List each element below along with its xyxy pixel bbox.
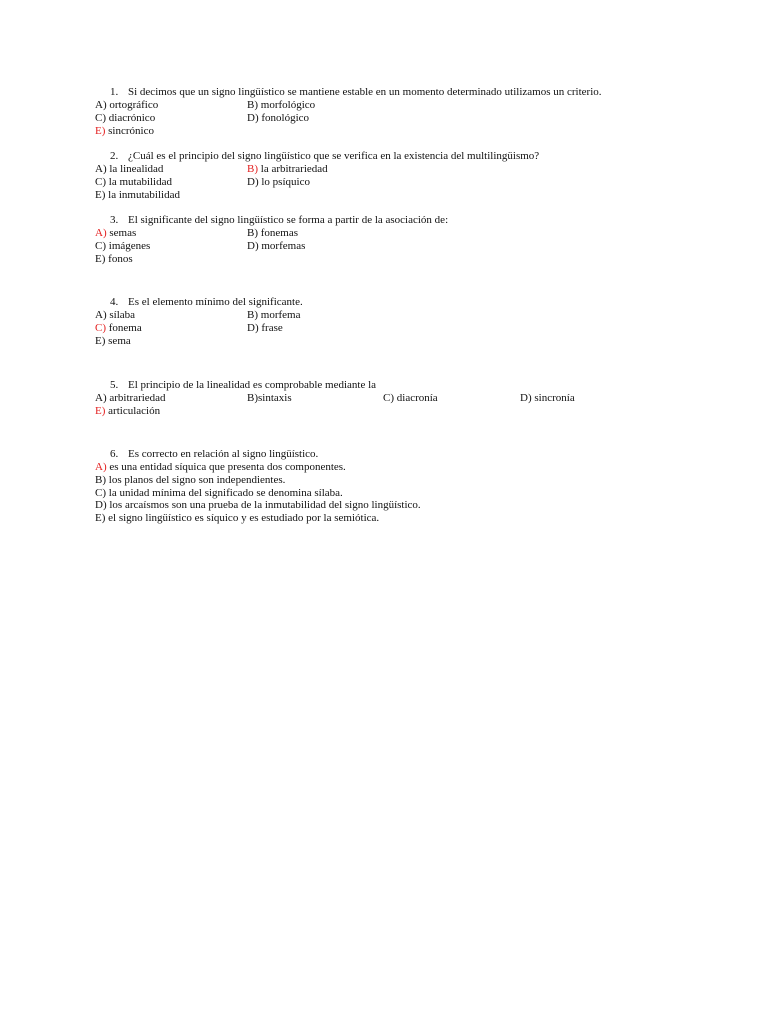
option-text: lo psíquico	[258, 176, 310, 188]
option-separator: )	[102, 112, 107, 124]
option-text: frase	[258, 322, 283, 334]
option-separator: )	[102, 176, 107, 188]
option-separator: )	[527, 392, 532, 404]
option-text: la inmutabilidad	[105, 189, 180, 201]
question-1-option-d[interactable]	[247, 112, 309, 125]
question-6-number: 6.	[110, 448, 119, 460]
question-2-stem	[95, 150, 715, 163]
question-1-option-e[interactable]	[95, 125, 154, 138]
option-text: los arcaísmos son una prueba de la inmutabilidad del signo lingüístico.	[106, 499, 421, 512]
option-text: la linealidad	[106, 163, 164, 175]
option-letter: A	[95, 99, 103, 111]
question-3-number: 3.	[110, 214, 119, 226]
option-letter: B	[247, 163, 255, 175]
option-letter: C	[95, 486, 103, 499]
option-letter: C	[95, 176, 103, 188]
question-6-option-d[interactable]	[95, 499, 715, 512]
question-2-option-e[interactable]	[95, 189, 180, 202]
option-separator: )	[102, 309, 107, 321]
question-6-stem	[95, 448, 715, 461]
option-separator: )	[254, 322, 259, 334]
option-separator: )	[102, 99, 107, 111]
question-3-option-e[interactable]	[95, 253, 133, 266]
option-letter: B	[95, 473, 103, 486]
option-letter: B	[247, 227, 255, 239]
option-text: sincronía	[531, 392, 575, 404]
option-separator: )	[102, 322, 107, 334]
question-1-number: 1.	[110, 86, 119, 98]
question-5-text: El principio de la linealidad es comprobable mediante la	[128, 379, 377, 391]
option-letter: C	[95, 322, 103, 334]
option-text: morfema	[258, 309, 301, 321]
question-2	[95, 150, 715, 202]
option-separator: )	[102, 499, 107, 512]
option-letter: D	[95, 499, 103, 512]
option-letter: C	[383, 392, 391, 404]
question-3-option-b[interactable]	[247, 227, 298, 240]
option-text: semas	[106, 227, 137, 239]
question-2-option-b[interactable]	[247, 163, 328, 176]
question-1-text: Si decimos que un signo lingüístico se mantiene estable en un momento determinado utilizamos un criterio.	[128, 86, 602, 98]
option-text: la unidad mínima del significado se denomina sílaba.	[106, 486, 343, 499]
question-3-text: El significante del signo lingüístico se forma a partir de la asociación de:	[128, 214, 449, 226]
question-5-option-e[interactable]	[95, 405, 160, 418]
option-text: fonema	[106, 322, 142, 334]
option-text: arbitrariedad	[106, 392, 166, 404]
question-6-option-a[interactable]	[95, 461, 715, 474]
option-text: morfológico	[258, 99, 316, 111]
option-text: diacrónico	[106, 112, 156, 124]
option-letter: E	[95, 405, 102, 417]
option-separator: )	[102, 163, 107, 175]
option-text: sílaba	[106, 309, 136, 321]
option-separator: )	[254, 309, 259, 321]
option-separator: )	[101, 335, 106, 347]
question-5-stem	[95, 379, 715, 392]
option-letter: E	[95, 189, 102, 201]
question-6-option-e[interactable]	[95, 512, 715, 525]
question-4-text: Es el elemento mínimo del significante.	[128, 296, 303, 308]
option-separator: )	[254, 227, 259, 239]
option-separator: )	[254, 240, 259, 252]
option-separator: )	[101, 405, 106, 417]
question-6-option-b[interactable]	[95, 474, 715, 487]
question-2-option-d[interactable]	[247, 176, 310, 189]
option-separator: )	[101, 512, 106, 525]
option-text: fonos	[105, 253, 133, 265]
option-letter: D	[247, 112, 255, 124]
option-text: sema	[105, 335, 131, 347]
question-1-stem	[95, 86, 715, 99]
option-separator: )	[254, 112, 259, 124]
option-letter: B	[247, 99, 255, 111]
question-3-option-c[interactable]	[95, 240, 150, 253]
option-letter: C	[95, 240, 103, 252]
option-letter: E	[95, 253, 102, 265]
option-text: articulación	[105, 405, 161, 417]
option-text: los planos del signo son independientes.	[106, 473, 286, 486]
question-2-option-c[interactable]	[95, 176, 172, 189]
option-text: sintaxis	[258, 392, 292, 404]
option-letter: B	[247, 309, 255, 321]
question-5-option-c[interactable]	[383, 392, 438, 405]
option-letter: E	[95, 335, 102, 347]
option-letter: A	[95, 227, 103, 239]
question-5-number: 5.	[110, 379, 119, 391]
option-separator: )	[101, 253, 106, 265]
question-6-text: Es correcto en relación al signo lingüístico.	[128, 448, 319, 460]
option-separator: )	[102, 473, 107, 486]
question-4-number: 4.	[110, 296, 119, 308]
option-separator: )	[102, 461, 107, 473]
option-separator: )	[101, 125, 106, 137]
option-letter: A	[95, 309, 103, 321]
question-4-option-a[interactable]	[95, 309, 135, 322]
question-4-option-d[interactable]	[247, 322, 283, 335]
option-letter: E	[95, 512, 102, 525]
question-2-text: ¿Cuál es el principio del signo lingüístico que se verifica en la existencia del multilingüismo?	[128, 150, 540, 162]
option-text: morfemas	[258, 240, 306, 252]
question-2-number: 2.	[110, 150, 119, 162]
question-4-option-e[interactable]	[95, 335, 131, 348]
option-letter: A	[95, 163, 103, 175]
question-1-option-c[interactable]	[95, 112, 155, 125]
question-4	[95, 296, 715, 348]
option-text: ortográfico	[106, 99, 159, 111]
question-3-option-d[interactable]	[247, 240, 305, 253]
question-1-option-a[interactable]	[95, 99, 158, 112]
option-separator: )	[254, 99, 259, 111]
question-6	[95, 448, 715, 525]
question-2-option-a[interactable]	[95, 163, 163, 176]
question-5-option-d[interactable]	[520, 392, 575, 405]
option-letter: D	[520, 392, 528, 404]
question-4-option-c[interactable]	[95, 322, 142, 335]
option-letter: B	[247, 392, 255, 404]
option-separator: )	[390, 392, 395, 404]
option-text: imágenes	[106, 240, 151, 252]
question-4-stem	[95, 296, 715, 309]
question-3-stem	[95, 214, 715, 227]
question-1	[95, 86, 715, 138]
question-3	[95, 214, 715, 266]
option-separator: )	[254, 392, 259, 404]
option-separator: )	[102, 392, 107, 404]
option-letter: D	[247, 240, 255, 252]
option-separator: )	[102, 227, 107, 239]
option-text: es una entidad síquica que presenta dos componentes.	[106, 461, 346, 473]
option-letter: E	[95, 125, 102, 137]
option-separator: )	[102, 240, 107, 252]
option-text: diacronía	[394, 392, 438, 404]
option-letter: D	[247, 322, 255, 334]
question-4-option-b[interactable]	[247, 309, 300, 322]
question-1-option-b[interactable]	[247, 99, 315, 112]
option-text: sincrónico	[105, 125, 154, 137]
question-5-option-b[interactable]	[247, 392, 292, 405]
option-letter: A	[95, 461, 103, 473]
question-5	[95, 379, 715, 418]
option-separator: )	[102, 486, 107, 499]
question-5-option-a[interactable]	[95, 392, 166, 405]
option-text: fonemas	[258, 227, 299, 239]
option-text: la mutabilidad	[106, 176, 172, 188]
option-letter: D	[247, 176, 255, 188]
question-6-option-c[interactable]	[95, 487, 715, 500]
question-3-option-a[interactable]	[95, 227, 136, 240]
option-text: la arbitrariedad	[258, 163, 328, 175]
option-separator: )	[254, 163, 259, 175]
option-letter: C	[95, 112, 103, 124]
option-letter: A	[95, 392, 103, 404]
option-separator: )	[101, 189, 106, 201]
option-separator: )	[254, 176, 259, 188]
option-text: el signo lingüístico es síquico y es estudiado por la semiótica.	[105, 512, 380, 525]
option-text: fonológico	[258, 112, 310, 124]
